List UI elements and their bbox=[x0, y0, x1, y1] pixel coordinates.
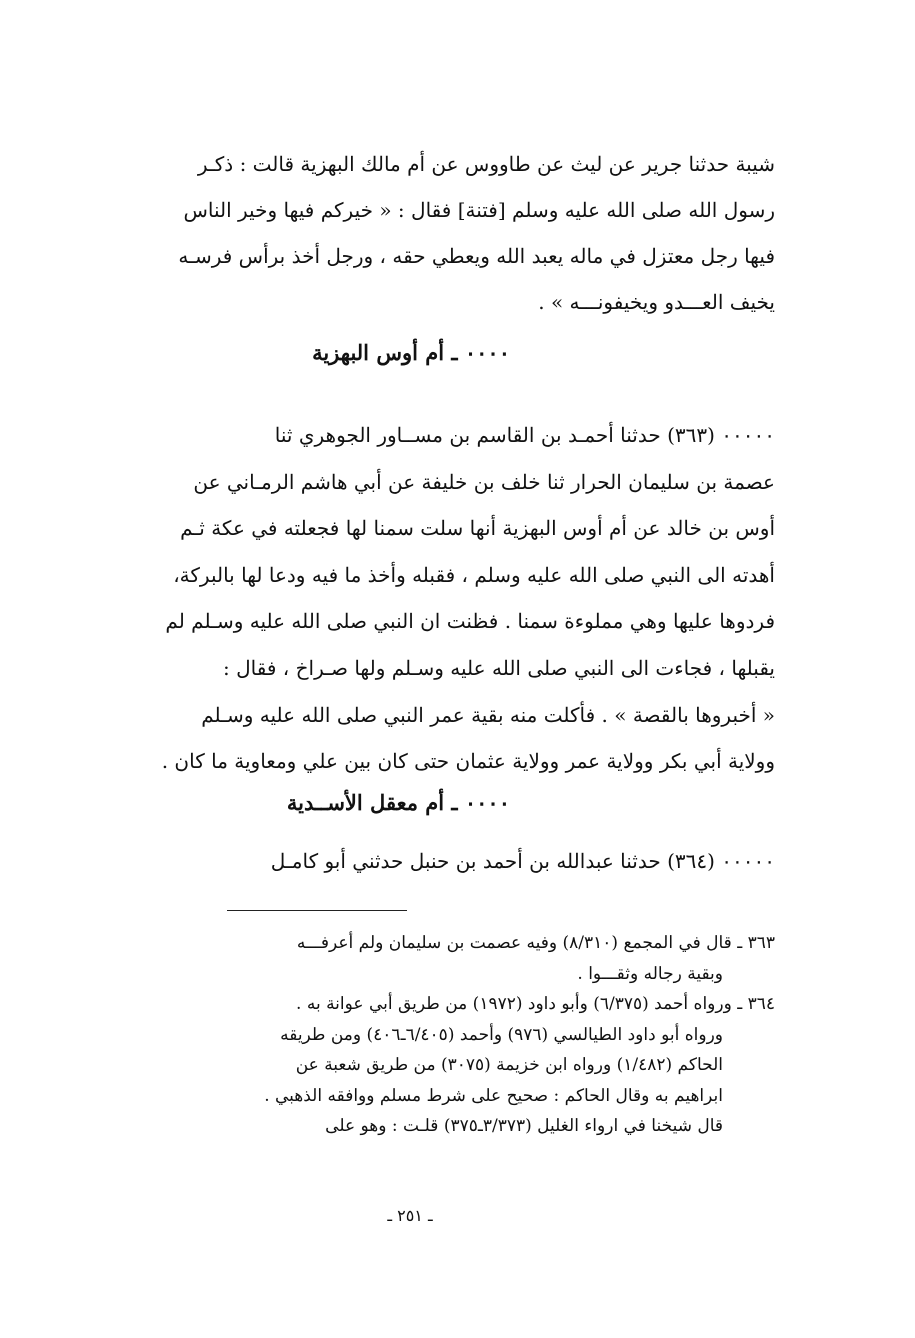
intro-paragraph bbox=[72, 141, 775, 325]
footnote-line: ٣٦٣ ـ قال في المجمع (٨/٣١٠) وفيه عصمت بن سليمان ولم أعرفـــه bbox=[296, 933, 775, 953]
text-line: ٠٠٠٠٠ (٣٦٣) حدثنا أحمـد بن القاسم بن مســاور الجوهري ثنا bbox=[274, 423, 775, 447]
footnote-separator bbox=[227, 910, 407, 911]
page-number: ـ ٢٥١ ـ bbox=[387, 1206, 433, 1225]
footnote-line: وبقية رجاله وثقـــوا . bbox=[577, 963, 723, 984]
footnotes bbox=[72, 928, 775, 1142]
footnote-line: ابراهيم به وقال الحاكم : صحيح على شرط مسلم ووافقه الذهبي . bbox=[264, 1085, 723, 1106]
text-line: أهدته الى النبي صلى الله عليه وسلم ، فقبله وأخذ ما فيه ودعا لها بالبركة، bbox=[173, 562, 775, 587]
text-line: رسول الله صلى الله عليه وسلم [فتنة] فقال : « خيركم فيها وخير الناس bbox=[183, 198, 775, 222]
text-line: يقبلها ، فجاءت الى النبي صلى الله عليه وسـلم ولها صـراخ ، فقال : bbox=[223, 655, 775, 680]
text-line: عصمة بن سليمان الحرار ثنا خلف بن خليفة عن أبي هاشم الرمـاني عن bbox=[193, 469, 775, 494]
text-line: وولاية أبي بكر وولاية عمر وولاية عثمان حتى كان بين علي ومعاوية ما كان . bbox=[161, 749, 775, 774]
section-heading-umm-aws: ٠٠٠٠ ـ أم أوس البهزية bbox=[312, 340, 510, 365]
hadith-363-paragraph bbox=[72, 412, 775, 785]
text-line: « أخبروها بالقصة » . فأكلت منه بقية عمر النبي صلى الله عليه وسـلم bbox=[201, 702, 775, 727]
text-line: فردوها عليها وهي مملوءة سمنا . فظنت ان النبي صلى الله عليه وسـلم لم bbox=[165, 609, 775, 634]
footnote-line: ٣٦٤ ـ ورواه أحمد (٦/٣٧٥) وأبو داود (١٩٧٢) من طريق أبي عوانة به . bbox=[296, 994, 775, 1014]
text-line: ٠٠٠٠٠ (٣٦٤) حدثنا عبدالله بن أحمد بن حنبل حدثني أبو كامـل bbox=[270, 849, 775, 873]
text-line: أوس بن خالد عن أم أوس البهزية أنها سلت سمنا لها فجعلته في عكة ثـم bbox=[180, 516, 775, 541]
hadith-364-paragraph bbox=[72, 838, 775, 884]
section-heading-umm-maqil: ٠٠٠٠ ـ أم معقل الأســدية bbox=[286, 790, 510, 815]
text-line: فيها رجل معتزل في ماله يعبد الله ويعطي حقه ، ورجل أخذ برأس فرسـه bbox=[178, 244, 775, 268]
footnote-line: الحاكم (١/٤٨٢) ورواه ابن خزيمة (٣٠٧٥) من طريق شعبة عن bbox=[295, 1055, 723, 1075]
footnote-line: ورواه أبو داود الطيالسي (٩٧٦) وأحمد (٦/٤٠٥ـ٤٠٦) ومن طريقه bbox=[280, 1024, 723, 1045]
footnote-line: قال شيخنا في ارواء الغليل (٣/٣٧٣ـ٣٧٥) قلـت : وهو على bbox=[325, 1116, 723, 1136]
text-line: يخيف العـــدو ويخيفونـــه » . bbox=[538, 290, 775, 314]
text-line: شيبة حدثنا جرير عن ليث عن طاووس عن أم مالك البهزية قالت : ذكـر bbox=[197, 152, 775, 176]
